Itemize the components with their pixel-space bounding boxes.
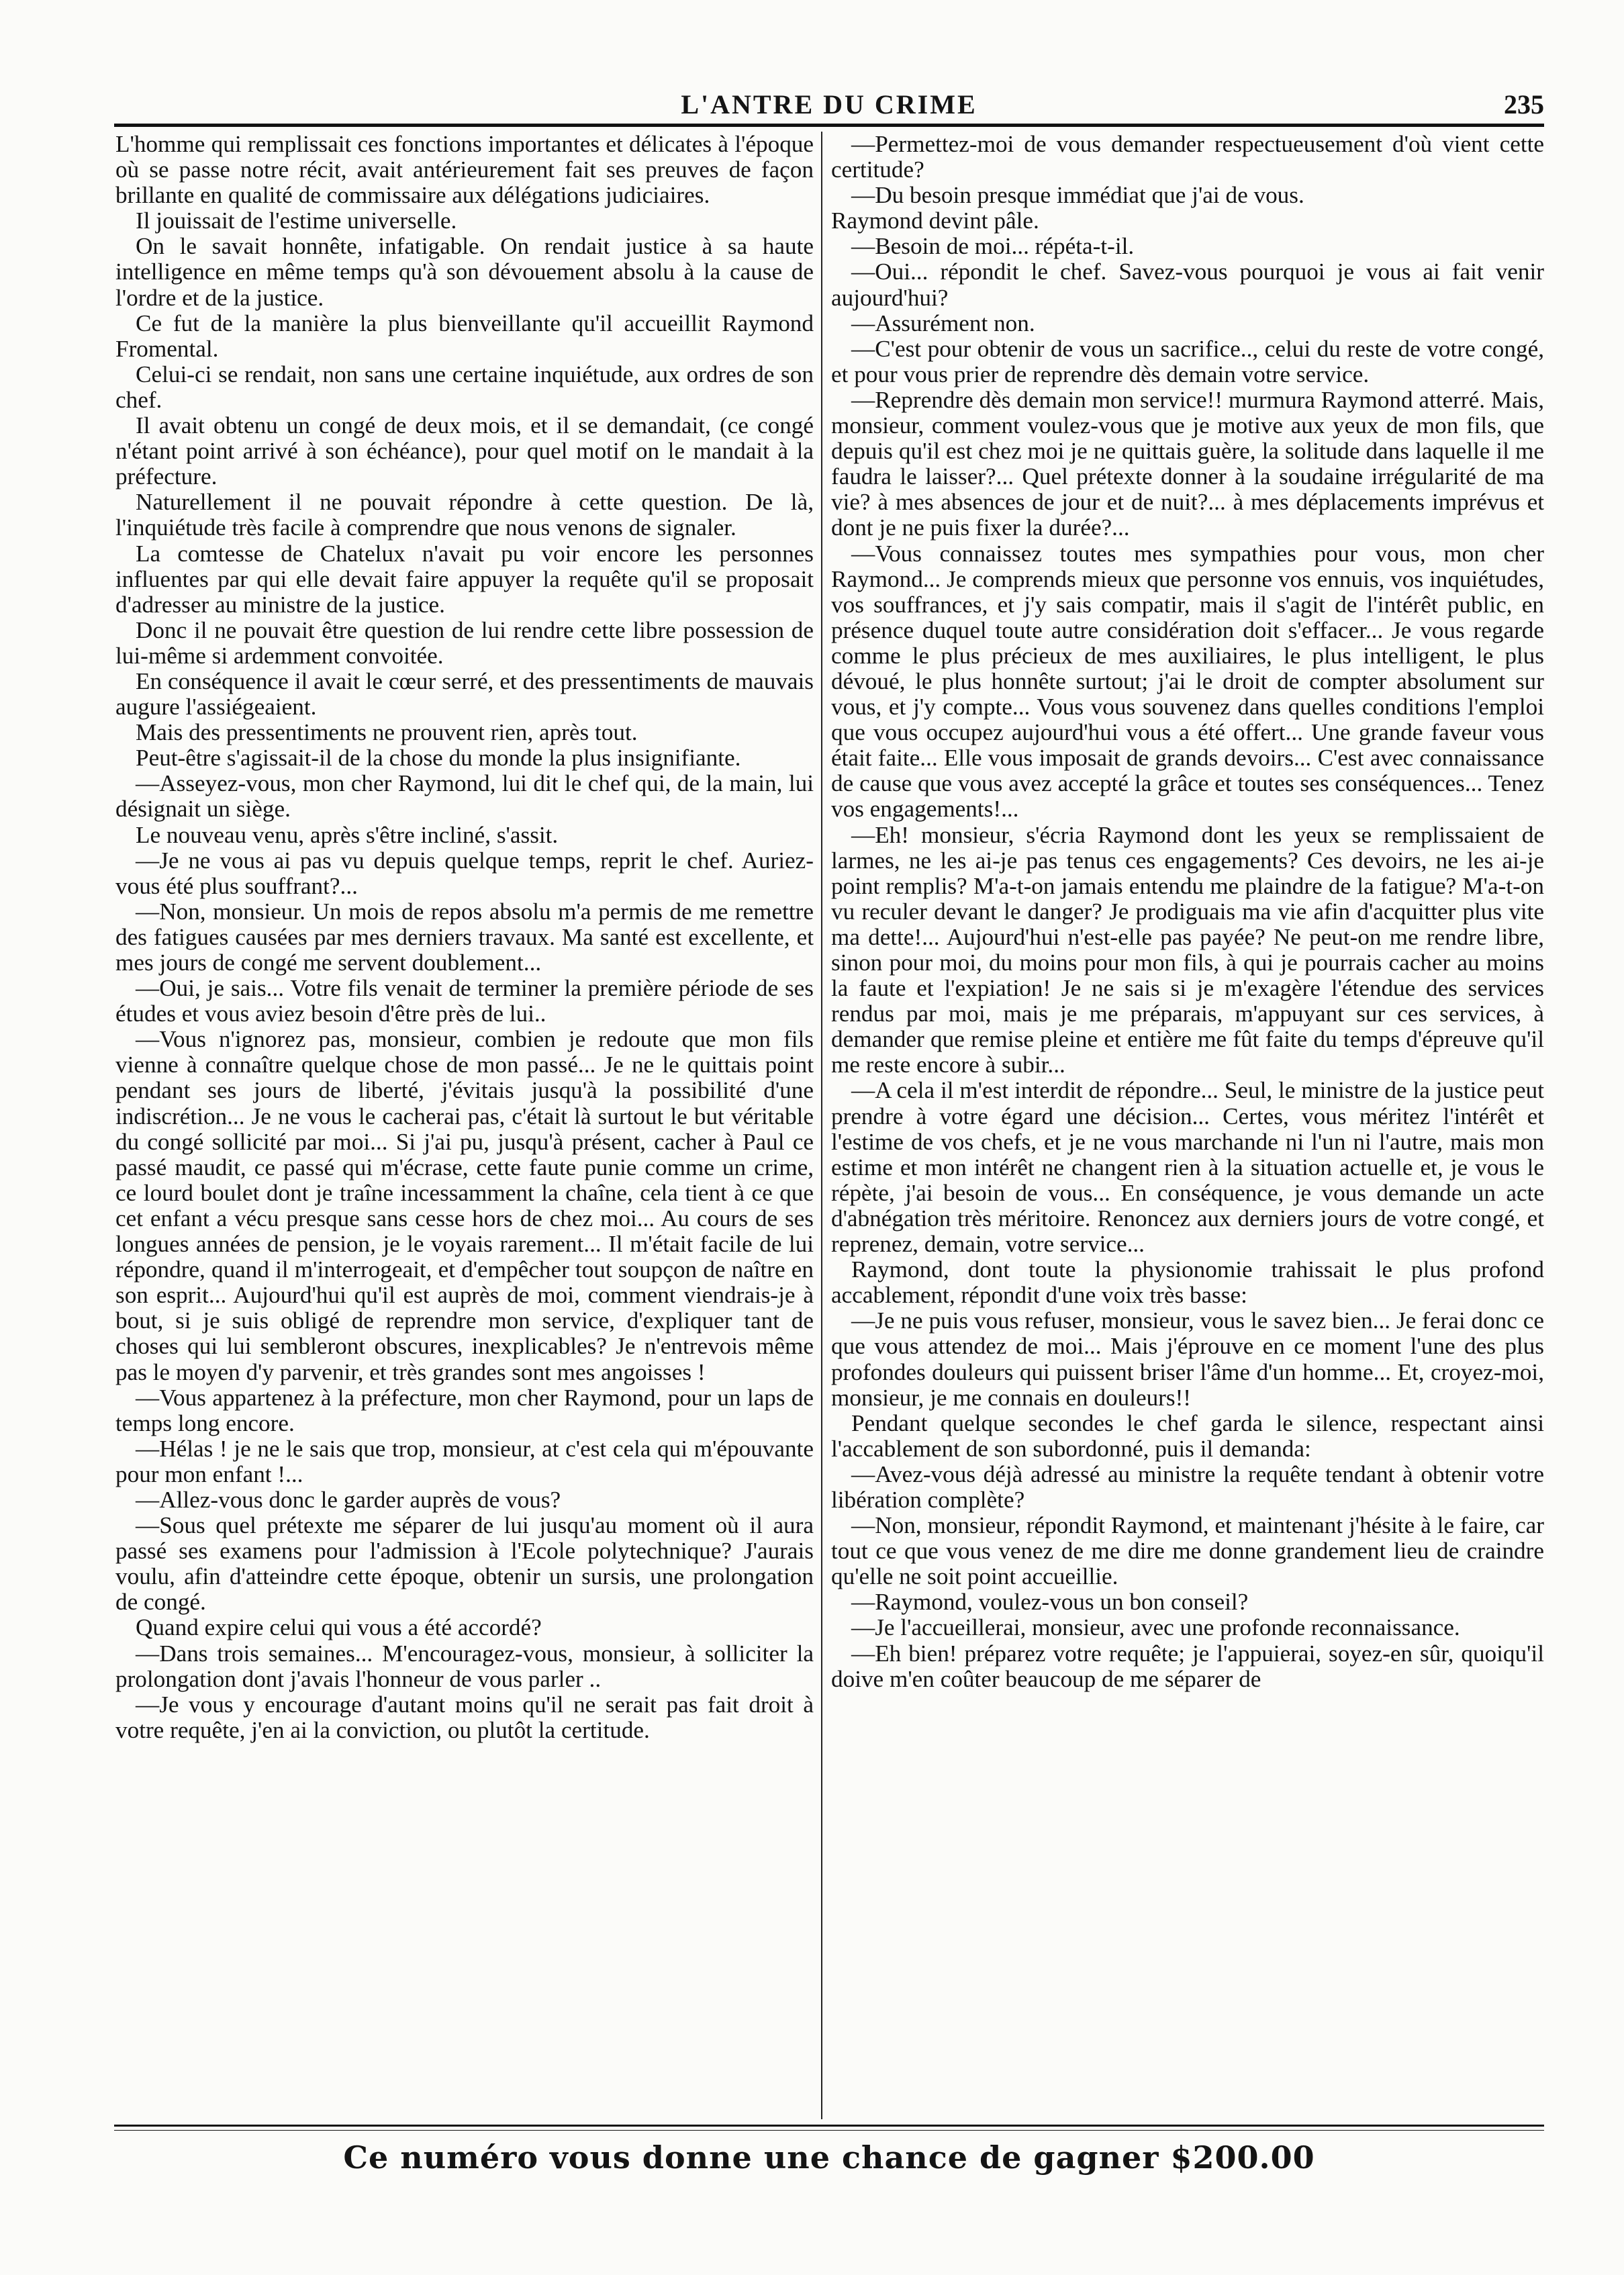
paragraph: Donc il ne pouvait être question de lui rendre cette libre possession de lui-même si ardemment convoitée.	[115, 616, 814, 669]
paragraph: —Vous connaissez toutes mes sympathies pour vous, mon cher Raymond... Je comprends mieux que personne vos ennuis, vos inquiétudes, vos souffrances, et j'y sais compatir, mais il s'agit de l'intérêt public, en présence duquel toute autre considération doit s'effacer... Je vous regarde comme le plus précieux de mes auxiliaires, le plus intelligent, le plus dévoué, le plus honnête surtout; j'ai le droit de compter absolument sur vous, et j'y compte... Vous vous souvenez dans quelles conditions l'emploi que vous occupez aujourd'hui vous a été offert... Une grande faveur vous était faite... Elle vous imposait de grands devoirs... C'est avec connaissance de cause que vous avez accepté la grâce et toutes ses conséquences... Tenez vos engagements!...	[831, 540, 1544, 823]
header-rule	[114, 124, 1544, 127]
paragraph: Mais des pressentiments ne prouvent rien, après tout.	[136, 719, 638, 746]
footer-rule-thin	[114, 2130, 1544, 2131]
paragraph: —Du besoin presque immédiat que j'ai de vous.	[851, 182, 1304, 209]
paragraph: Peut-être s'agissait-il de la chose du monde la plus insignifiante.	[136, 745, 741, 772]
paragraph: —Vous n'ignorez pas, monsieur, combien je redoute que mon fils vienne à connaître quelque chose de mon passé... Je ne le quittais point pendant ses jours de liberté, j'évitais jusqu'à la possibilité d'une indiscrétion... Je ne vous le cacherai pas, c'était là surtout le but véritable du congé sollicité par moi... Si j'ai pu, jusqu'à présent, cacher à Paul ce passé maudit, ce passé qui m'écrase, cette faute punie comme un crime, ce lourd boulet dont je traîne incessamment la chaîne, cela tient à ce que cet enfant a vécu presque sans cesse hors de chez moi... Au cours de ses longues années de pension, je le voyais rarement... Il m'était facile de lui répondre, quand il m'interrogeait, et d'empêcher tout soupçon de naître en son esprit... Aujourd'hui qu'il est auprès de moi, comment viendrais-je à bout, si je suis obligé de reprendre mon service, d'expliquer tant de choses qui lui sembleront obscures, inexplicables? Je n'entrevois même pas le moyen d'y parvenir, et très grandes sont mes angoisses !	[115, 1026, 814, 1385]
paragraph: La comtesse de Chatelux n'avait pu voir encore les personnes influentes par qui elle devait faire appuyer la requête qu'il se proposait d'adresser au ministre de la justice.	[115, 540, 814, 618]
paragraph: —Sous quel prétexte me séparer de lui jusqu'au moment où il aura passé ses examens pour l'admission à l'Ecole polytechnique? J'aurais voulu, afin d'atteindre cette époque, obtenir un sursis, une prolongation de congé.	[115, 1512, 814, 1616]
paragraph: —Permettez-moi de vous demander respectueusement d'où vient cette certitude?	[831, 132, 1544, 183]
paragraph: —Besoin de moi... répéta-t-il.	[851, 233, 1135, 260]
paragraph: —Asseyez-vous, mon cher Raymond, lui dit le chef qui, de la main, lui désignait un siège.	[115, 770, 814, 823]
paragraph: —Raymond, voulez-vous un bon conseil?	[851, 1589, 1249, 1616]
paragraph: —Hélas ! je ne le sais que trop, monsieur, at c'est cela qui m'épouvante pour mon enfant !...	[115, 1435, 814, 1487]
running-title: L'ANTRE DU CRIME	[681, 89, 977, 120]
paragraph: L'homme qui remplissait ces fonctions importantes et délicates à l'époque où se passe notre récit, avait antérieurement fait ses preuves de façon brillante en qualité de commissaire aux délégations judiciaires.	[115, 132, 814, 209]
page-number: 235	[1504, 89, 1544, 120]
paragraph: —Oui, je sais... Votre fils venait de terminer la première période de ses études et vous aviez besoin d'être près de lui..	[115, 975, 814, 1027]
paragraph: —Je vous y encourage d'autant moins qu'il ne serait pas fait droit à votre requête, j'en ai la conviction, ou plutôt la certitude.	[115, 1691, 814, 1743]
paragraph: Le nouveau venu, après s'être incliné, s'assit.	[136, 821, 559, 848]
paragraph: —Je ne puis vous refuser, monsieur, vous le savez bien... Je ferai donc ce que vous attendez de moi... Mais j'éprouve en ce moment l'une des plus profondes douleurs qui puissent briser l'âme d'un homme... Et, croyez-moi, monsieur, je me connais en douleurs!!	[831, 1307, 1544, 1411]
paragraph: —Avez-vous déjà adressé au ministre la requête tendant à obtenir votre libération complète?	[831, 1460, 1544, 1513]
paragraph: —Non, monsieur. Un mois de repos absolu m'a permis de me remettre des fatigues causées par mes derniers travaux. Ma santé est excellente, et mes jours de congé me servent doublement...	[115, 898, 814, 976]
paragraph: —Allez-vous donc le garder auprès de vous?	[136, 1486, 561, 1513]
paragraph: —Assurément non.	[851, 310, 1035, 336]
paragraph: —Dans trois semaines... M'encouragez-vous, monsieur, à solliciter la prolongation dont j'avais l'honneur de vous parler ..	[115, 1640, 814, 1692]
paragraph: Ce fut de la manière la plus bienveillante qu'il accueillit Raymond Fromental.	[115, 310, 814, 362]
paragraph: Il jouissait de l'estime universelle.	[136, 207, 457, 234]
paragraph: Quand expire celui qui vous a été accordé?	[136, 1614, 542, 1641]
paragraph: Raymond devint pâle.	[831, 207, 1039, 234]
paragraph: Il avait obtenu un congé de deux mois, et il se demandait, (ce congé n'étant point arrivé à son échéance), pour quel motif on le mandait à la préfecture.	[115, 412, 814, 490]
paragraph: —Je l'accueillerai, monsieur, avec une profonde reconnaissance.	[851, 1614, 1460, 1641]
left-column	[115, 132, 814, 2119]
right-column	[831, 132, 1544, 2119]
column-divider	[821, 132, 822, 2119]
prize-banner: Ce numéro vous donne une chance de gagner $200.00	[343, 2139, 1315, 2176]
paragraph: En conséquence il avait le cœur serré, et des pressentiments de mauvais augure l'assiégeaient.	[115, 667, 814, 721]
paragraph: —Eh bien! préparez votre requête; je l'appuierai, soyez-en sûr, quoiqu'il doive m'en coûter beaucoup de me séparer de	[831, 1640, 1544, 1692]
paragraph: Pendant quelque secondes le chef garda le silence, respectant ainsi l'accablement de son subordonné, puis il demanda:	[831, 1409, 1544, 1462]
footer-rule	[114, 2125, 1544, 2127]
paragraph: —Oui... répondit le chef. Savez-vous pourquoi je vous ai fait venir aujourd'hui?	[831, 259, 1544, 311]
paragraph: —Je ne vous ai pas vu depuis quelque temps, reprit le chef. Auriez-vous été plus souffrant?...	[115, 847, 814, 899]
paragraph: —A cela il m'est interdit de répondre... Seul, le ministre de la justice peut prendre à votre égard une décision... Certes, vous méritez l'intérêt et l'estime de vos chefs, et je ne vous marchande ni l'un ni l'autre, mais mon estime et mon intérêt ne changent rien à la situation actuelle et, je vous le répète, j'ai besoin de vous... En conséquence, je vous demande un acte d'abnégation très méritoire. Renoncez aux derniers jours de votre congé, et reprenez, demain, votre service...	[831, 1077, 1544, 1258]
paragraph: Naturellement il ne pouvait répondre à cette question. De là, l'inquiétude très facile à comprendre que nous venons de signaler.	[115, 489, 814, 541]
paragraph: —Reprendre dès demain mon service!! murmura Raymond atterré. Mais, monsieur, comment voulez-vous que je motive aux yeux de mon fils, que depuis qu'il est chez moi je ne quittais guère, la solitude dans laquelle il me faudra le laisser?... Quel prétexte donner à la soudaine irrégularité de ma vie? à mes absences de jour et de nuit?... à mes déplacements imprévus et dont je ne puis fixer la durée?...	[831, 386, 1544, 541]
paragraph: —Vous appartenez à la préfecture, mon cher Raymond, pour un laps de temps long encore.	[115, 1384, 814, 1436]
paragraph: —C'est pour obtenir de vous un sacrifice.., celui du reste de votre congé, et pour vous prier de reprendre dès demain votre service.	[831, 335, 1544, 387]
paragraph: —Eh! monsieur, s'écria Raymond dont les yeux se remplissaient de larmes, ne les ai-je pas tenus ces engagements? Ces devoirs, ne les ai-je point remplis? M'a-t-on jamais entendu me plaindre de la fatigue? M'a-t-on vu reculer devant le danger? Je prodiguais ma vie afin d'acquitter plus vite ma dette!... Aujourd'hui n'est-elle pas payée? Ne peut-on me rendre libre, sinon pour moi, du moins pour mon fils, à qui je pourrais cacher au moins la faute et l'expiation! Je ne sais si je m'exagère l'étendue des services rendus par moi, mais je me préparais, m'appuyant sur ces services, à demander que remise pleine et entière me fût faite du temps d'épreuve qu'il me reste encore à subir...	[831, 821, 1544, 1078]
paragraph: On le savait honnête, infatigable. On rendait justice à sa haute intelligence en même temps qu'à son dévouement absolu à la cause de l'ordre et de la justice.	[115, 233, 814, 311]
paragraph: —Non, monsieur, répondit Raymond, et maintenant j'hésite à le faire, car tout ce que vous venez de me dire me donne grandement lieu de craindre qu'elle ne soit point accueillie.	[831, 1512, 1544, 1590]
paragraph: Celui-ci se rendait, non sans une certaine inquiétude, aux ordres de son chef.	[115, 361, 814, 413]
paragraph: Raymond, dont toute la physionomie trahissait le plus profond accablement, répondit d'une voix très basse:	[831, 1256, 1544, 1309]
